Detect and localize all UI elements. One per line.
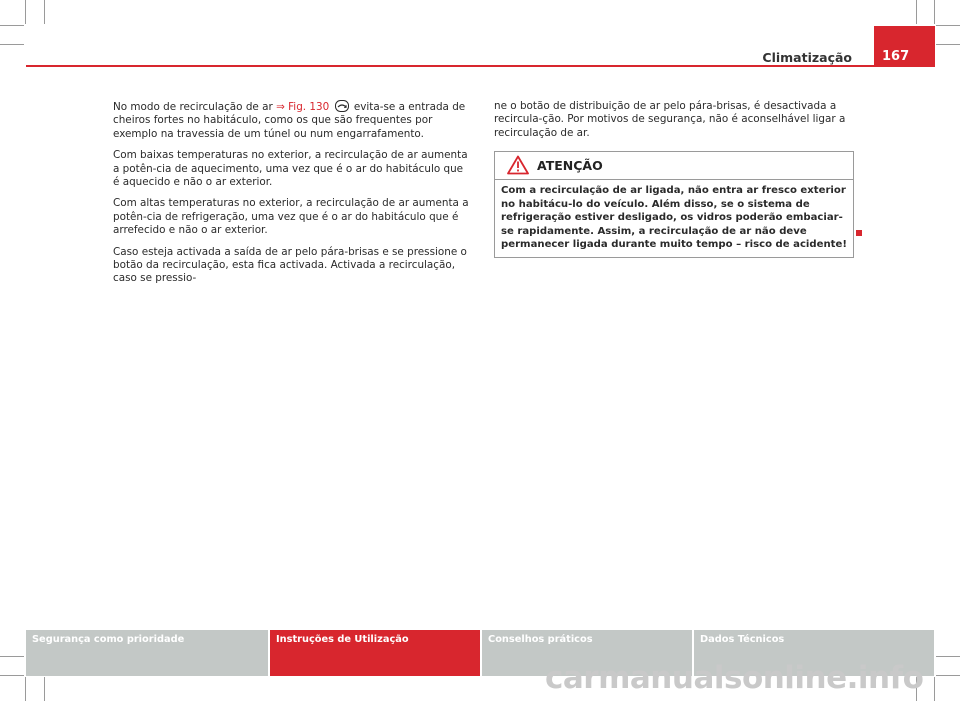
watermark: carmanualsonline.info <box>545 660 924 696</box>
crop-mark <box>25 0 26 24</box>
section-title: Climatização <box>762 50 852 65</box>
warning-box <box>494 151 854 258</box>
crop-mark <box>0 44 24 45</box>
crop-mark <box>936 25 960 26</box>
section-end-marker <box>856 230 862 236</box>
crop-mark <box>0 25 24 26</box>
crop-mark <box>936 656 960 657</box>
footer-tab-practical-tips[interactable]: Conselhos práticos <box>482 630 692 676</box>
paragraph: No modo de recirculação de ar ⇒ Fig. 130 evita-se a entrada de cheiros fortes no habitáculo, como os que são frequentes por exemplo na travessia de um túnel ou num engarrafamento. <box>113 101 466 140</box>
left-column <box>113 100 469 294</box>
warning-triangle-icon <box>507 155 529 175</box>
footer-tab-instructions[interactable]: Instruções de Utilização <box>270 630 480 676</box>
warning-header <box>495 152 853 180</box>
crop-mark <box>0 675 24 676</box>
header-rule <box>26 65 874 67</box>
footer-tab-safety[interactable]: Segurança como prioridade <box>26 630 268 676</box>
page-number: 167 <box>874 26 935 67</box>
paragraph: Caso esteja activada a saída de ar pelo pára-brisas e se pressione o botão da recirculação, esta fica activada. Activada a recirculação, caso se pressio- <box>113 245 467 285</box>
air-recirculation-icon <box>335 100 349 112</box>
crop-mark <box>934 0 935 24</box>
crop-mark <box>916 0 917 24</box>
paragraph: Com baixas temperaturas no exterior, a recirculação de ar aumenta a potên-cia de aquecimento, uma vez que é o ar do habitáculo que é aquecido e não o ar exterior. <box>113 149 468 189</box>
paragraph: Com altas temperaturas no exterior, a recirculação de ar aumenta a potên-cia de refrigeração, uma vez que é o ar do habitáculo que é arrefecido e não o ar exterior. <box>113 197 469 237</box>
right-column <box>494 100 856 148</box>
warning-text: Com a recirculação de ar ligada, não entra ar fresco exterior no habitácu-lo do veículo. Além disso, se o sistema de refrigeração estiver desligado, os vidros poderão embaciar-se rapidamente. Assim, a recirculação de ar não deve permanecer ligada durante muito tempo – risco de acidente! <box>501 185 847 250</box>
crop-mark <box>44 0 45 24</box>
crop-mark <box>44 677 45 701</box>
footer-tab-technical-data[interactable]: Dados Técnicos <box>694 630 934 676</box>
crop-mark <box>934 677 935 701</box>
crop-mark <box>936 675 960 676</box>
crop-mark <box>25 677 26 701</box>
figure-reference-link[interactable]: ⇒ Fig. 130 <box>276 101 330 113</box>
crop-mark <box>0 656 24 657</box>
warning-title: ATENÇÃO <box>537 158 603 173</box>
paragraph: ne o botão de distribuição de ar pelo pára-brisas, é desactivada a recircula-ção. Por motivos de segurança, não é aconselhável ligar a recirculação de ar. <box>494 100 846 139</box>
crop-mark <box>936 44 960 45</box>
